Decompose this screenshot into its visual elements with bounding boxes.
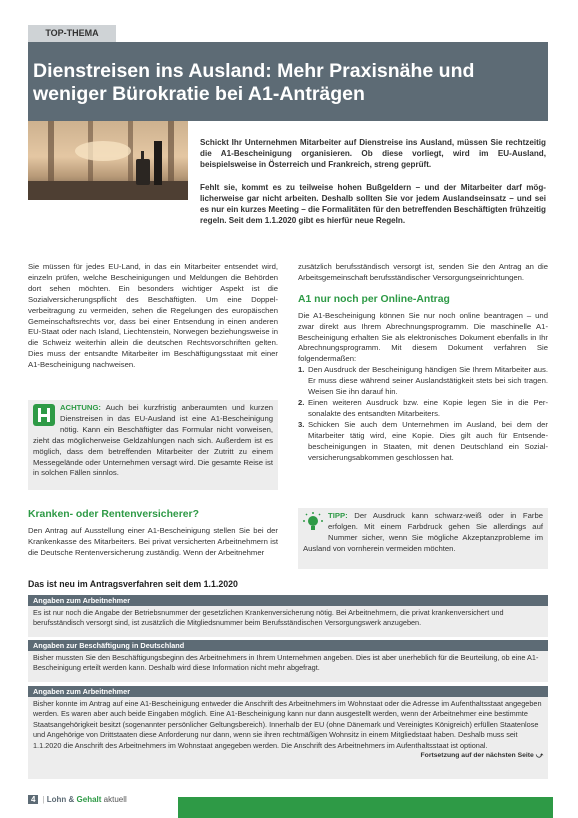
brand-lohn: Lohn & [46, 795, 77, 804]
body-paragraph: zusätzlich berufsständisch versorgt ist, senden Sie den Antrag an die Arbeitsgemeinschaft berufsständischer Versorgungseinrichtungen. [298, 262, 548, 282]
table-row-body: Bisher mussten Sie den Beschäftigungsbeginn des Arbeitnehmers in Ihrem Unternehmen angeben. Dies ist aber unerheblich für die Beurteilung, ob eine A1-Bescheinigung erteilt werden kann. Deshalb wird diese Information nicht mehr abgefragt. [28, 651, 548, 682]
tip-label: TIPP: [328, 511, 348, 520]
section-heading: Kranken- oder Rentenversicherer? [28, 509, 199, 520]
airport-illustration [28, 121, 188, 200]
brand-aktuell: aktuell [101, 795, 127, 804]
body-paragraph: Sie müssen für jedes EU-Land, in das ein Mitarbeiter entsendet wird, einzeln prüfen, welche Bescheinigungen und Meldungen die Behörden dort sehen möchten. Ein besonders wichtiger Aspekt ist die Sozialversicherungspflicht des Beschäftigten. Um eine Doppelverbeitragung zu vermeiden, sehen die Regelungen des europäischen Gemeinschaftsrechts vor, dass bei einer Entsendung in einen anderen EU-Staat oder nach Island, Liechtenstein, Norwegen beziehungsweise in die Schweiz weiterhin allein die deutschen Rechtsvorschriften gelten. Dies muss der entsandte Mitarbeiter im Beschäftigungsstaat mit einer A1-Bescheinigung nachweisen. [28, 262, 278, 370]
airport-photo [28, 121, 188, 200]
step-text: Den Ausdruck der Bescheinigung händigen Sie Ihrem Mitarbeiter aus. Er muss diese während seiner Auslandstätigkeit stets bei sich tragen. Weisen Sie ihn darauf hin. [308, 365, 548, 397]
column-right [298, 262, 548, 463]
page-title: Dienstreisen ins Ausland: Mehr Praxisnähe und weniger Bürokratie bei A1-Anträgen [33, 60, 475, 105]
steps-list [298, 365, 548, 463]
tip-box [298, 508, 548, 569]
table-cell-text: Bisher konnte im Antrag auf eine A1-Bescheinigung entweder die Anschrift des Arbeitnehmers im Wohnstaat oder die Adresse im Aufenthaltsstaat angegeben werden. Es waren aber auch beide Eingaben möglich. Eine A1-Bescheinigung kann nur dann ausgestellt werden, wenn der Arbeitnehmer eine bestimmte Staatsangehörigkeit besitzt (sogenannter persönlicher Geltungsbereich). Innerhalb der EU (ohne Dänemark und Vereinigtes Königreich) erfüllen Staatenlose und Angehörige von Drittstaaten diese Anforderung nur dann, wenn sie ihren rechtmäßigen Wohnsitz in einem Mitgliedstaat haben. Deshalb muss seit 1.1.2020 die Anschrift des Arbeitnehmers im Wohnstaat angegeben werden. Die Anschrift des Arbeitnehmers im Aufenthaltsstaat ist optional. [33, 699, 542, 750]
table-row-header: Angaben zur Beschäftigung in Deutschland [28, 640, 548, 651]
warning-hand-icon [33, 404, 55, 426]
lightbulb-icon [303, 512, 323, 534]
intro-text [200, 137, 546, 237]
body-paragraph: Den Antrag auf Ausstellung einer A1-Bescheinigung stellen Sie bei der Krankenkasse des Mitarbeiters. Bei privat versicherten Arbeitnehmern ist die Deutsche Rentenversicherung zuständig. Wenn der Arbeitnehmer [28, 525, 278, 557]
section-kranken [28, 510, 278, 559]
step-number: 3. [298, 419, 305, 429]
table-row-body [28, 697, 548, 779]
list-item [298, 420, 548, 464]
footer-green-bar [178, 797, 553, 818]
page-number: 4 [28, 795, 38, 804]
intro-paragraph: Schickt Ihr Unternehmen Mitarbeiter auf Dienstreise ins Ausland, müssen Sie rechtzeitig die A1-Bescheinigung organisieren. Ob diese vorliegt, wird im EU-Ausland, beispielsweise in Österreich und Frankreich, streng geprüft. [200, 138, 546, 170]
list-item [298, 398, 548, 420]
warning-box [28, 400, 278, 490]
body-paragraph: Die A1-Bescheinigung können Sie nur noch online beantragen – und zwar direkt aus Ihrem Abrechnungsprogramm. Die maschinelle A1-Bescheinigung erhalten Sie als elektronisches Dokument ebenfalls in Ihr Abrechnungsprogramm. Mit diesem Dokument verfahren Sie folgendermaßen: [298, 310, 548, 364]
tip-text: Der Ausdruck kann schwarz-weiß oder in Farbe erfolgen. Mit einem Farbdruck gehen Sie allerdings auf Nummer sicher, wenn Sie mögliche Akzeptanzprobleme im Ausland von vornherein vermeiden möchten. [303, 511, 543, 553]
table-title: Das ist neu im Antragsverfahren seit dem 1.1.2020 [28, 579, 238, 589]
table-row-header: Angaben zum Arbeitnehmer [28, 595, 548, 606]
continued-note: Fortsetzung auf der nächsten Seite ⤻ [420, 752, 543, 760]
page-footer: 4 | Lohn & Gehalt aktuell [28, 795, 127, 804]
section-heading: A1 nur noch per Online-Antrag [298, 293, 450, 305]
list-item [298, 365, 548, 398]
warning-text: Auch bei kurzfristig anberaumten und kurzen Dienstreisen in das EU-Ausland ist eine A1-Bescheinigung nötig. Kann ein Beschäftigter das Formular nicht vorweisen, zieht das möglicherweise Geldzahlungen nach sich. Außerdem ist es möglich, dass dem betreffenden Mitarbeiter der Zutritt zu einem Messegelände oder Unternehmen versagt wird. Die gesamte Reise ist in solchen Fällen sinnlos. [33, 403, 273, 478]
table-row-header: Angaben zum Arbeitnehmer [28, 686, 548, 697]
section-tag: TOP-THEMA [28, 25, 116, 42]
step-number: 2. [298, 397, 305, 407]
brand-gehalt: Gehalt [76, 795, 102, 804]
column-left [28, 262, 278, 371]
intro-paragraph: Fehlt sie, kommt es zu teilweise hohen Bußgeldern – und der Mitarbeiter darf möglicherweise gar nicht arbeiten. Deshalb sollten Sie vor jedem Auslandseinsatz – und sei es nur ein kurzes Meeting – die Formalitäten für den betreffenden Beschäftigten frühzeitig regeln. Seit dem 1.1.2020 gibt es hierfür neue Regeln. [200, 182, 546, 226]
step-number: 1. [298, 365, 305, 375]
warning-label: ACHTUNG: [60, 403, 101, 412]
step-text: Schicken Sie auch dem Unternehmen im Ausland, bei dem der Mitarbeiter tätig wird, eine Kopie. Dies gilt auch für Entsendebescheinigungen in Staaten, mit denen Deutschland ein Sozialversicherungsabkommen geschlossen hat. [308, 419, 548, 462]
step-text: Einen weiteren Ausdruck bzw. eine Kopie legen Sie in die Personalakte des entsandten Mitarbeiters. [308, 397, 548, 418]
table-row-body: Es ist nur noch die Angabe der Betriebsnummer der gesetzlichen Krankenversicherung nötig. Bei Arbeitnehmern, die privat krankenversichert und berufsständisch versorgt sind, ist zusätzlich die Mitgliedsnummer beim Berufsständischen Versorgungswerk anzugeben. [28, 606, 548, 637]
